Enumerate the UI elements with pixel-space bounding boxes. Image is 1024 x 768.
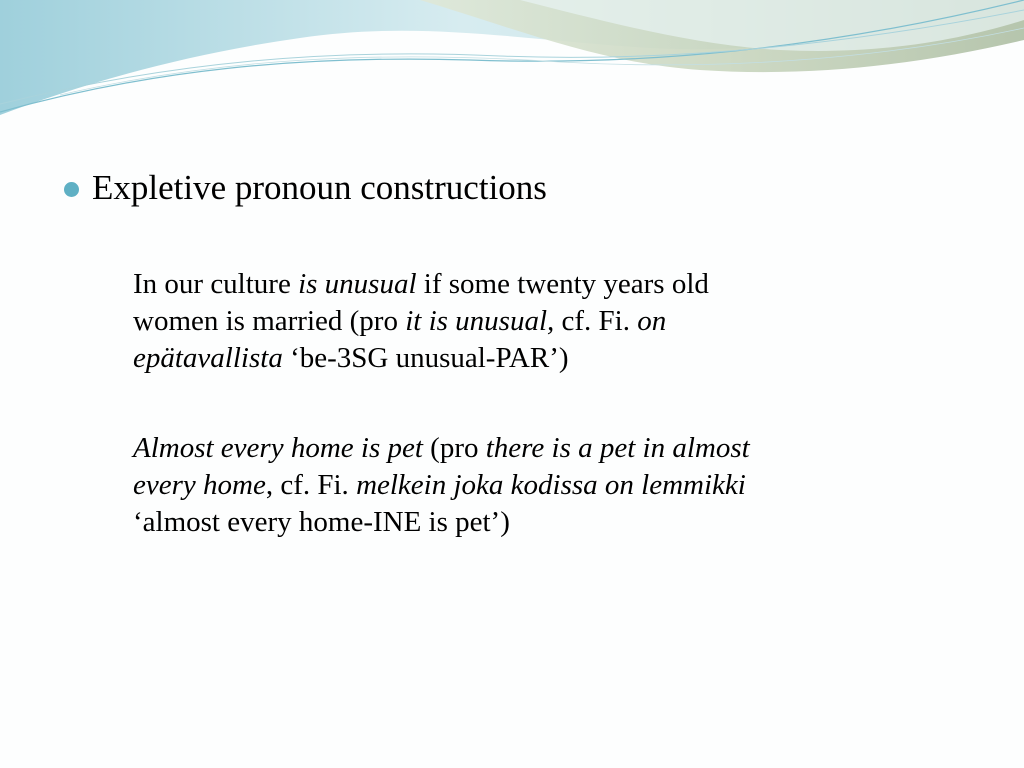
text-span: ‘almost every home-INE is pet’) [133, 506, 510, 538]
example-paragraph-1 [133, 266, 923, 377]
text-span: if some twenty years old [416, 268, 709, 300]
example1-line2 [133, 303, 923, 340]
bullet-dot-icon [64, 182, 79, 197]
italic-span: it is unusual, [405, 305, 555, 337]
italic-span: epätavallista [133, 342, 283, 374]
example2-line1 [133, 430, 923, 467]
example2-line3 [133, 504, 923, 541]
text-span: In our culture [133, 268, 299, 300]
italic-span: melkein joka kodissa on lemmikki [356, 469, 746, 501]
example2-line2 [133, 467, 923, 504]
text-span: cf. Fi. [554, 305, 638, 337]
example-paragraph-2 [133, 430, 923, 541]
text-span: ‘be-3SG unusual-PAR’) [282, 342, 569, 374]
example1-line3 [133, 340, 923, 377]
text-span: , cf. Fi. [265, 469, 357, 501]
header-wave-decoration [0, 0, 1024, 140]
bullet-heading: Expletive pronoun constructions [92, 168, 547, 207]
example1-line1 [133, 266, 923, 303]
italic-span: is unusual [298, 268, 417, 300]
italic-span: Almost every home is pet [133, 432, 423, 464]
italic-span: on [637, 305, 667, 337]
italic-span: there is a pet in almost [485, 432, 750, 464]
text-span: women is married (pro [133, 305, 406, 337]
text-span: (pro [422, 432, 486, 464]
italic-span: every home [133, 469, 266, 501]
